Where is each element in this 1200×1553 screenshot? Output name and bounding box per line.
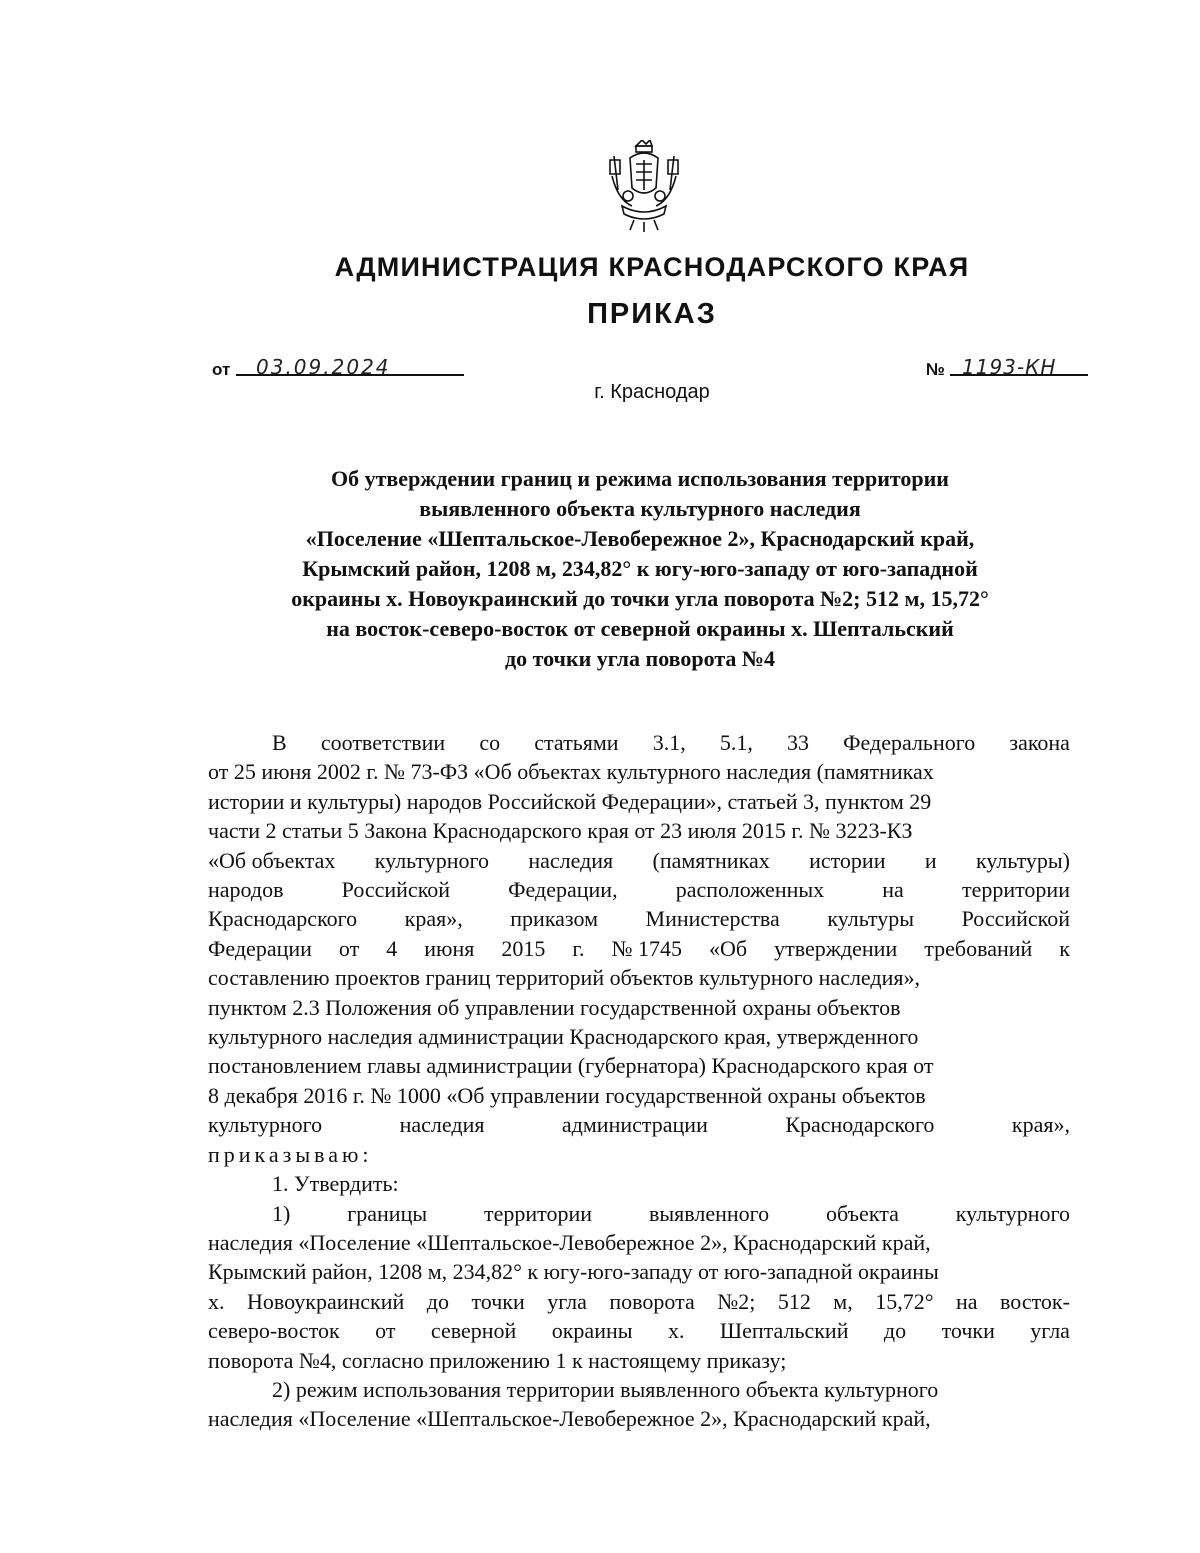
text-line — [208, 1110, 1070, 1139]
word: до — [883, 1318, 907, 1344]
text-line: составлению проектов границ территорий объектов культурного наследия», — [208, 965, 920, 991]
number-prefix: № — [926, 360, 945, 379]
word: культуры) — [975, 847, 1070, 873]
word: Краснодарского — [208, 906, 358, 932]
decree-word: приказываю: — [208, 1141, 373, 1167]
word: угла — [547, 1288, 587, 1314]
word: «Об объектах — [208, 847, 336, 873]
word: 4 — [386, 935, 398, 961]
word: г. — [572, 935, 585, 961]
text-line: наследия «Поселение «Шептальское-Левобережное 2», Краснодарский край, — [208, 1229, 931, 1255]
organization-name: АДМИНИСТРАЦИЯ КРАСНОДАРСКОГО КРАЯ — [334, 252, 970, 282]
word: культурного — [374, 847, 489, 873]
city: г. Краснодар — [594, 381, 710, 403]
word: июня — [424, 935, 475, 961]
word: выявленного — [648, 1200, 770, 1226]
word: 512 — [777, 1288, 811, 1314]
text-line — [208, 846, 1070, 875]
item-1-1-last-line: поворота №4, согласно приложению 1 к настоящему приказу; — [208, 1347, 787, 1373]
word: наследия — [528, 847, 614, 873]
word: утверждении — [774, 935, 898, 961]
word: администрации — [561, 1112, 708, 1138]
word: народов — [208, 877, 284, 903]
text-line: постановлением главы администрации (губернатора) Краснодарского края от — [208, 1053, 934, 1079]
word: до — [426, 1288, 449, 1314]
document-title — [200, 464, 1080, 674]
word: приказом — [510, 906, 598, 932]
title-line: «Поселение «Шептальское-Левобережное 2», Краснодарский край, — [305, 526, 975, 551]
word: на — [882, 877, 904, 903]
word: х. — [667, 1318, 685, 1344]
word: границы — [347, 1200, 428, 1226]
word: Шептальский — [719, 1318, 849, 1344]
word: на — [956, 1288, 978, 1314]
text-line: пунктом 2.3 Положения об управлении государственной охраны объектов — [208, 994, 901, 1020]
text-line — [208, 875, 1070, 904]
word: №2; — [717, 1288, 756, 1314]
word: соответствии — [320, 730, 446, 755]
text-line: Крымский район, 1208 м, 234,82° к югу-юго-западу от юго-западной окраины — [208, 1259, 939, 1285]
text-line: наследия «Поселение «Шептальское-Левобережное 2», Краснодарский край, — [208, 1406, 931, 1432]
word: В — [272, 730, 287, 755]
date-prefix: от — [212, 360, 231, 379]
word: 3.1, — [652, 730, 686, 755]
word: Федерации, — [508, 877, 618, 903]
word: угла — [1030, 1318, 1070, 1344]
text-line: культурного наследия администрации Краснодарского края, утвержденного — [208, 1024, 919, 1050]
word: и — [924, 847, 937, 873]
coat-of-arms-emblem — [604, 140, 684, 232]
word: Российской — [341, 877, 451, 903]
title-line: Об утверждении границ и режима использования территории — [331, 466, 949, 491]
word: 2015 — [501, 935, 546, 961]
text-line: части 2 статьи 5 Закона Краснодарского края от 23 июля 2015 г. № 3223-КЗ — [208, 818, 913, 844]
text-line — [208, 1287, 1070, 1316]
word: наследия — [399, 1112, 485, 1138]
word: со — [479, 730, 501, 755]
word: 15,72° — [875, 1288, 934, 1314]
text-line: от 25 июня 2002 г. № 73-ФЗ «Об объектах культурного наследия (памятниках — [208, 759, 934, 785]
preamble-paragraph — [208, 728, 1070, 1140]
word: окраины — [551, 1318, 633, 1344]
word: Российской — [961, 906, 1070, 932]
word: Федерации — [208, 935, 312, 961]
text-line — [208, 1316, 1070, 1345]
document-number: 1193-КН — [962, 355, 1057, 379]
word: требований — [924, 935, 1033, 961]
word: культурного — [208, 1112, 323, 1138]
text-line — [208, 904, 1070, 933]
word: восток- — [1000, 1288, 1070, 1314]
document-date: 03.09.2024 — [256, 355, 391, 379]
word: края», — [404, 906, 463, 932]
word: 1) — [272, 1200, 291, 1226]
word: х. — [208, 1288, 225, 1314]
word: истории — [809, 847, 886, 873]
title-line: выявленного объекта культурного наследия — [419, 496, 861, 521]
item-1-1-paragraph — [208, 1199, 1070, 1346]
word: к — [1059, 935, 1070, 961]
word: культуры — [827, 906, 915, 932]
word: № 1745 — [611, 935, 682, 961]
word: Министерства — [645, 906, 780, 932]
word: от — [375, 1318, 396, 1344]
word: расположенных — [675, 877, 825, 903]
word: точки — [941, 1318, 995, 1344]
text-line: истории и культуры) народов Российской Федерации», статьей 3, пунктом 29 — [208, 788, 932, 814]
word: Краснодарского — [785, 1112, 935, 1138]
text-line: 2) режим использования территории выявленного объекта культурного — [272, 1376, 939, 1402]
word: м, — [833, 1288, 853, 1314]
item-1-2-paragraph — [208, 1375, 1070, 1434]
text-line — [208, 1199, 1070, 1228]
word: культурного — [955, 1200, 1070, 1226]
document-body — [208, 728, 1070, 1434]
word: северо-восток — [208, 1318, 340, 1344]
item-1-heading: 1. Утвердить: — [272, 1171, 399, 1197]
word: «Об — [709, 935, 748, 961]
word: территории — [484, 1200, 593, 1226]
word: (памятниках — [652, 847, 770, 873]
word: 33 — [787, 730, 810, 755]
word: края», — [1011, 1112, 1070, 1138]
word: поворота — [609, 1288, 695, 1314]
word: точки — [471, 1288, 525, 1314]
title-line: на восток-северо-восток от северной окраины х. Шептальский — [326, 616, 954, 641]
text-line: 8 декабря 2016 г. № 1000 «Об управлении государственной охраны объектов — [208, 1082, 926, 1108]
word: 5.1, — [719, 730, 753, 755]
word: статьями — [534, 730, 619, 755]
title-line: до точки угла поворота №4 — [504, 646, 776, 671]
title-line: окраины х. Новоукраинский до точки угла поворота №2; 512 м, 15,72° — [291, 586, 989, 611]
word: Федерального — [843, 730, 976, 755]
word: территории — [961, 877, 1070, 903]
word: Новоукраинский — [246, 1288, 405, 1314]
text-line — [208, 728, 1070, 757]
word: от — [338, 935, 360, 961]
word: объекта — [826, 1200, 899, 1226]
title-line: Крымский район, 1208 м, 234,82° к югу-юго-западу от юго-западной — [302, 556, 978, 581]
word: северной — [430, 1318, 517, 1344]
document-type: ПРИКАЗ — [587, 298, 717, 330]
text-line — [208, 934, 1070, 963]
word: закона — [1009, 730, 1070, 755]
